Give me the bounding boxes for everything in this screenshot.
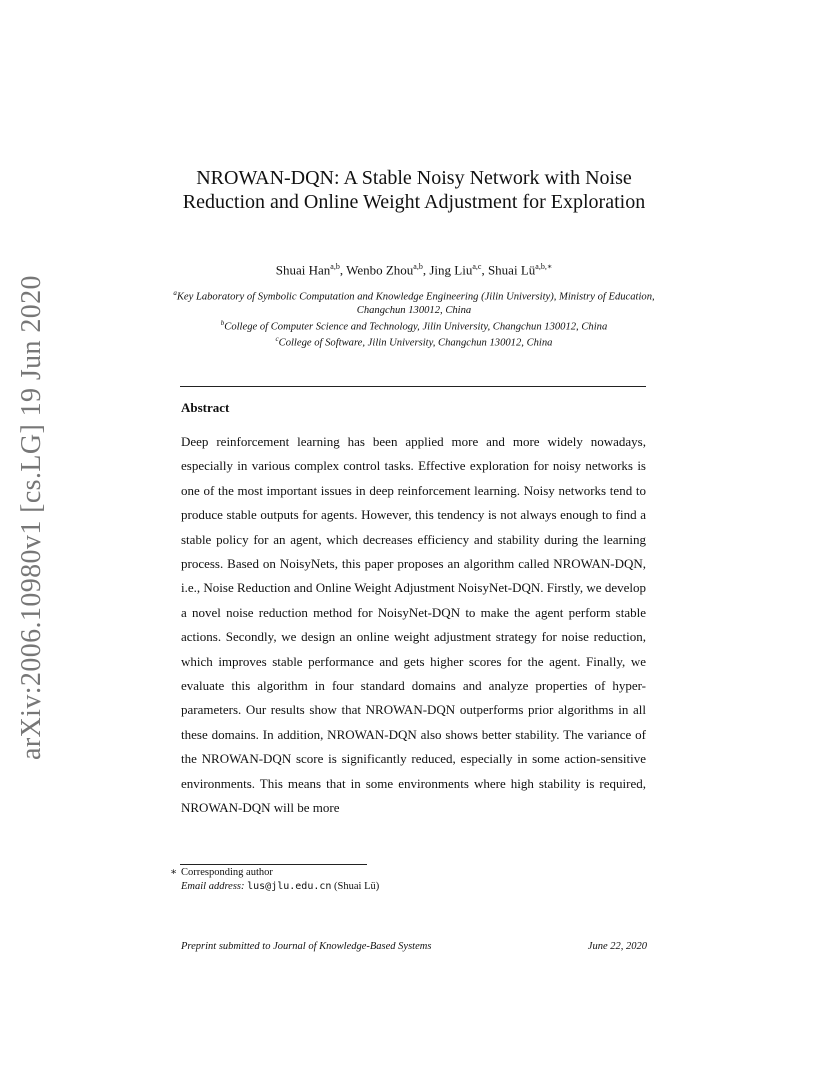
affiliation-text: College of Computer Science and Technology, Jilin University, Changchun 130012, China [224, 321, 608, 333]
author-separator: , [422, 262, 430, 278]
author-affiliation-mark: a,b,∗ [535, 262, 553, 271]
footnote-mark: ∗ [170, 867, 178, 878]
author: Shuai Han [275, 262, 331, 278]
footnote [170, 866, 650, 894]
footer-date: June 22, 2020 [587, 941, 647, 952]
preprint-notice: Preprint submitted to Journal of Knowledge-Based Systems [181, 941, 432, 952]
author: Shuai Lü [487, 262, 536, 278]
abstract-heading: Abstract [181, 400, 230, 415]
footnote-corresponding [170, 866, 650, 880]
affiliation-list [170, 287, 658, 350]
author-separator: , [339, 262, 347, 278]
email-label: Email address: [181, 881, 245, 892]
email-address[interactable]: lus@jlu.edu.cn [247, 881, 332, 892]
email-owner: (Shuai Lü) [334, 881, 380, 892]
author-affiliation-mark: a,c [472, 262, 482, 271]
affiliation-mark: c [275, 335, 279, 344]
footnote-rule [180, 864, 367, 865]
abstract-text: Deep reinforcement learning has been applied more and more widely nowadays, especially in various complex control tasks. Effective exploration for noisy networks is one of the most important issues in deep reinforcement learning. Noisy networks tend to produce stable outputs for agents. However, this tendency is not always enough to find a stable policy for an agent, which decreases efficiency and stability during the learning process. Based on NoisyNets, this paper proposes an algorithm called NROWAN-DQN, i.e., Noise Reduction and Online Weight Adjustment NoisyNet-DQN. Firstly, we develop a novel noise reduction method for NoisyNet-DQN to make the agent perform stable actions. Secondly, we design an online weight adjustment strategy for noise reduction, which improves stable performance and gets higher scores for the agent. Finally, we evaluate this algorithm in four standard domains and analyze properties of hyper-parameters. Our results show that NROWAN-DQN outperforms prior algorithms in all these domains. In addition, NROWAN-DQN also shows better stability. The variance of the NROWAN-DQN score is significantly reduced, especially in some action-sensitive environments. This means that in some environments where high stability is required, NROWAN-DQN will be more [181, 434, 646, 816]
author: Wenbo Zhou [346, 262, 414, 278]
author-affiliation-mark: a,b [330, 262, 340, 271]
paper-title: NROWAN-DQN: A Stable Noisy Network with Noise Reduction and Online Weight Adjustment for Exploration [182, 167, 646, 213]
footnote-email-line [170, 880, 650, 894]
author-affiliation-mark: a,b [413, 262, 423, 271]
author-list [180, 258, 648, 279]
affiliation [170, 317, 658, 334]
abstract-top-rule [180, 386, 646, 387]
affiliation [170, 333, 658, 350]
affiliation-text: College of Software, Jilin University, Changchun 130012, China [278, 337, 553, 349]
author-separator: , [481, 262, 488, 278]
affiliation-mark: a [173, 289, 177, 297]
page-footer [181, 941, 647, 952]
affiliation [170, 287, 658, 317]
arxiv-identifier-stamp: arXiv:2006.10980v1 [cs.LG] 19 Jun 2020 [16, 275, 47, 760]
author: Jing Liu [429, 262, 473, 278]
corresponding-author-label: Corresponding author [181, 867, 273, 878]
affiliation-text: Key Laboratory of Symbolic Computation and Knowledge Engineering (Jilin University), Ministry of Education, Changchun 130012, China [176, 291, 655, 316]
affiliation-mark: b [220, 318, 225, 327]
